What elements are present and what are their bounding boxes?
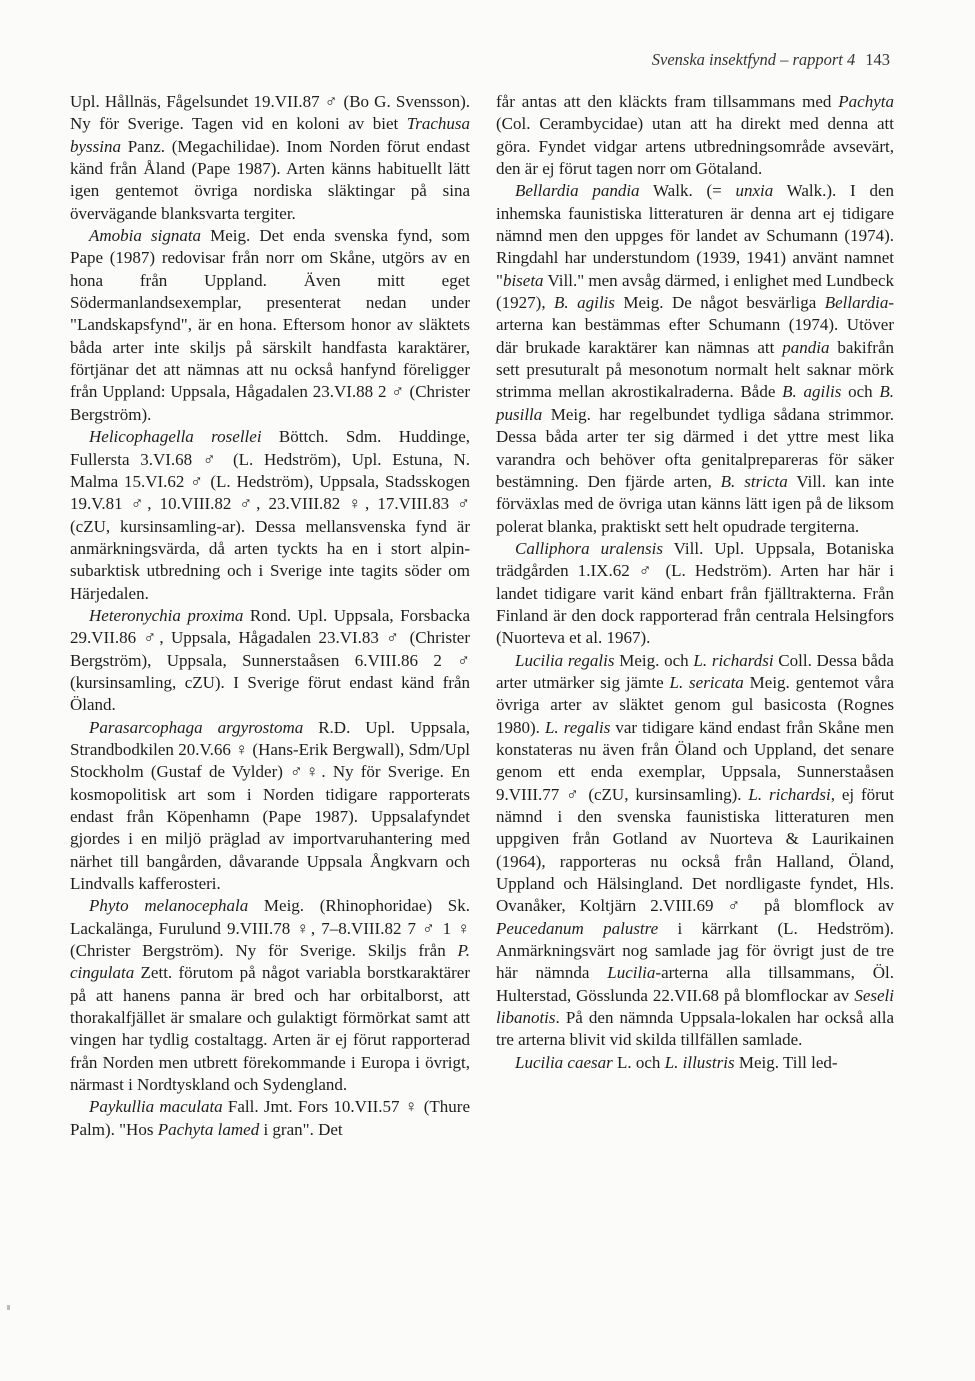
paragraph: Amobia signata Meig. Det enda svenska fynd, som Pape (1987) redovisar från norr om Skåne, utgörs av en hona från Uppland. Även mitt eget Södermanlandsexemplar, presenterat nedan under "Landskapsfynd", är en hona. Eftersom honor av släktets båda arter inte skiljs på särskilt handfasta karaktärer, förtjänar det att nämnas att nu också hanfynd föreligger från Uppland: Uppsala, Hågadalen 23.VI.88 2 ♂ (Christer Bergström). [70,226,470,424]
paragraph: Lucilia regalis Meig. och L. richardsi Coll. Dessa båda arter utmärker sig jämte L. sericata Meig. gentemot våra övriga arter av släktet genom gul basicosta (Rognes 1980). L. regalis var tidigare känd endast från Skåne men konstateras nu även från Öland och Uppland, det senare genom ett enda exemplar, Uppsala, Sunnerstaåsen 9.VIII.77 ♂ (cZU, kursinsamling). L. richardsi, ej förut nämnd i den svenska faunistiska litteraturen men uppgiven från Gotland av Nuorteva & Laurikainen (1964), rapporteras nu också från Halland, Öland, Uppland och Hälsingland. Det nordligaste fyndet, Hls. Ovanåker, Koltjärn 2.VIII.69 ♂ på blomflock av Peucedanum palustre i kärrkant (L. Hedström). Anmärkningsvärt nog samlade jag för övrigt just de tre här nämnda Lucilia-arterna alla tillsammans, Öl. Hulterstad, Gösslunda 22.VII.68 på blomflockar av Seseli libanotis. På den nämnda Uppsala-lokalen har också alla tre arterna blivit vid skilda tillfällen samlade. [496,650,894,1050]
paragraph: Calliphora uralensis Vill. Upl. Uppsala, Botaniska trädgården 1.IX.62 ♂ (L. Hedström). Arten har här i landet tidigare varit känd enbart från fjälltrakterna. Från Finland är den dock rapporterad från centrala Helsingfors (Nuorteva et al. 1967). [496,538,894,648]
paragraph: Heteronychia proxima Rond. Upl. Uppsala, Forsbacka 29.VII.86 ♂, Uppsala, Hågadalen 23.VI.83 ♂ (Christer Bergström), Uppsala, Sunnerstaåsen 6.VIII.86 2 ♂ (kursinsamling, cZU). I Sverige förut endast känd från Öland. [70,605,470,715]
left-column [70,91,470,1141]
paragraph: Upl. Hållnäs, Fågelsundet 19.VII.87 ♂ (Bo G. Svensson). Ny för Sverige. Tagen vid en koloni av biet Trachusa byssina Panz. (Megachilidae). Inom Norden förut endast känd från Åland (Pape 1987). Arten känns habituellt lätt igen gentemot övriga nordiska släktingar på sina övervägande blanksvarta tergiter. [70,92,470,223]
paragraph: Phyto melanocephala Meig. (Rhinophoridae) Sk. Lackalänga, Furulund 9.VIII.78 ♀, 7–8.VIII.82 7 ♂ 1 ♀ (Christer Bergström). Ny för Sverige. Skiljs från P. cingulata Zett. förutom på något variabla borstkaraktärer på att hanens panna är bred och har orbitalborst, att thorakalfjället är smalare och gulaktigt förmörkat samt att vingen har tydlig costaltagg. Arten är ej förut rapporterad från Norden men utbrett förekommande i Europa i övrigt, närmast i Nordtyskland och Sydengland. [70,896,471,1095]
paragraph: Bellardia pandia Walk. (= unxia Walk.). I den inhemska faunistiska litteraturen är denna art ej tidigare nämnd men den uppges för landet av Schumann (1974). Ringdahl har understundom (1939, 1941) använt namnet "biseta Vill." men avsåg därmed, i enlighet med Lundbeck (1927), B. agilis Meig. De något besvärliga Bellardia-arterna kan bestämmas efter Schumann (1974). Utöver där brukade karaktärer kan nämnas att pandia bakifrån sett presuturalt på mesonotum normalt helt saknar mörk strimma mellan akrostikalraderna. Både B. agilis och B. pusilla Meig. har regelbundet tydliga sådana strimmor. Dessa båda arter ter sig därmed i det yttre mest lika varandra och behöver ofta genitalprepareras för säker bestämning. Den fjärde arten, B. stricta Vill. kan inte förväxlas med de övriga utan känns lätt igen på de liksom polerat blanka, praktiskt sett helt opudrade tergiterna. [496,181,895,536]
paragraph: Helicophagella rosellei Böttch. Sdm. Huddinge, Fullersta 3.VI.68 ♂ (L. Hedström), Upl. Estuna, N. Malma 15.VI.62 ♂ (L. Hedström), Uppsala, Stadsskogen 19.V.81 ♂, 10.VIII.82 ♂, 23.VIII.82 ♀, 17.VIII.83 ♂ (cZU, kursinsamling-ar). Dessa mellansvenska fynd är anmärkningsvärda, då arten tyckts ha en i stort alpin-subarktisk utbredning och i Sverige inte tagits söder om Härjedalen. [70,427,470,603]
paragraph: Lucilia caesar L. och L. illustris Meig. Till led- [515,1052,838,1072]
running-header [470,50,890,70]
page-number: 143 [865,50,890,69]
right-column [496,91,894,1074]
paragraph: får antas att den kläckts fram tillsammans med Pachyta (Col. Cerambycidae) utan att ha direkt med denna att göra. Fyndet vidgar artens utbredningsområde avsevärt, den är ej förut tagen norr om Götaland. [496,92,894,179]
journal-title: Svenska insektfynd – rapport 4 [651,50,856,69]
paragraph: Paykullia maculata Fall. Jmt. Fors 10.VII.57 ♀ (Thure Palm). "Hos Pachyta lamed i gran". Det [70,1097,470,1139]
scan-speck [7,1305,10,1310]
paragraph: Parasarcophaga argyrostoma R.D. Upl. Uppsala, Strandbodkilen 20.V.66 ♀ (Hans-Erik Bergwall), Sdm/Upl Stockholm (Gustaf de Vylder) ♂♀. Ny för Sverige. En kosmopolitisk art som i Norden tidigare rapporterats endast från Köpenhamn (Pape 1987). Uppsalafyndet gjordes i en miljö präglad av importvaruhantering med närhet till bangården, dåvarande Uppsala Ångkvarn och Lindvalls kafferosteri. [70,717,470,894]
